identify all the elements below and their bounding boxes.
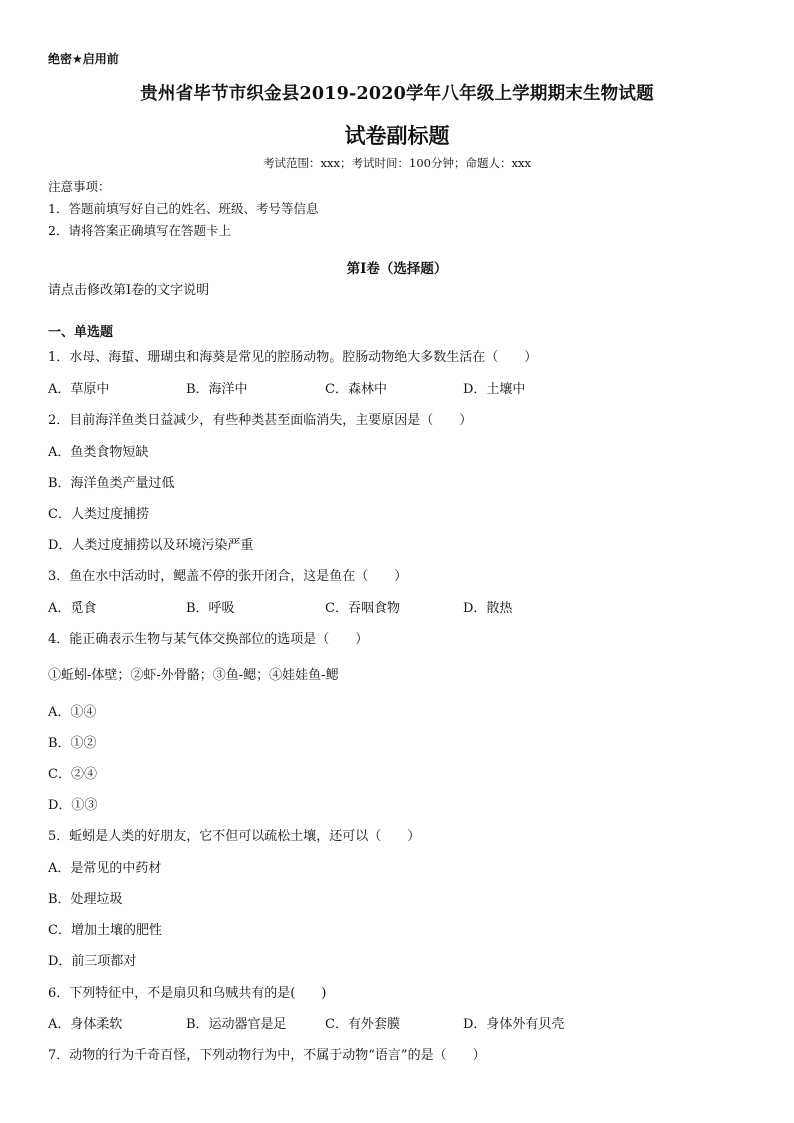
question-stem: 7．动物的行为千奇百怪，下列动物行为中，不属于动物“语言”的是（ ） [48,1048,486,1063]
exam-subtitle: 试卷副标题 [344,123,450,148]
option: B．处理垃圾 [48,892,123,907]
option: A．①④ [48,705,97,720]
option: C．吞咽食物 [325,601,400,616]
question-stem: 4．能正确表示生物与某气体交换部位的选项是（ ） [48,632,369,647]
notes-block [48,176,318,242]
option: C．②④ [48,767,97,782]
option: B．①② [48,736,97,751]
question-stem: 2．目前海洋鱼类日益减少，有些种类甚至面临消失，主要原因是（ ） [48,413,473,428]
option: B．海洋鱼类产量过低 [48,476,175,491]
option: B．呼吸 [186,601,235,616]
option: A．草原中 [48,382,110,397]
option: A．身体柔软 [48,1017,123,1032]
option: D．身体外有贝壳 [463,1017,565,1032]
notes-item: 1．答题前填写好自己的姓名、班级、考号等信息 [48,201,319,216]
question-stem: 1．水母、海蜇、珊瑚虫和海葵是常见的腔肠动物。腔肠动物绝大多数生活在（ ） [48,350,538,365]
question-statement: ①蚯蚓-体壁；②虾-外骨骼；③鱼-鳃；④娃娃鱼-鳃 [48,668,339,683]
exam-title: 贵州省毕节市织金县2019-2020学年八年级上学期期末生物试题 [140,84,654,104]
option: C．增加土壤的肥性 [48,923,162,938]
option: D．土壤中 [463,382,526,397]
question-stem: 3．鱼在水中活动时，鳃盖不停的张开闭合，这是鱼在（ ） [48,569,408,584]
option: A．鱼类食物短缺 [48,445,149,460]
option: D．人类过度捕捞以及环境污染严重 [48,538,254,553]
option: C．森林中 [325,382,387,397]
volume-title: 第I卷（选择题） [346,261,448,277]
question-stem: 6．下列特征中，不是扇贝和乌贼共有的是( ) [48,986,327,1001]
option: C．有外套膜 [325,1017,400,1032]
option: A．是常见的中药材 [48,861,162,876]
notes-item: 2．请将答案正确填写在答题卡上 [48,223,231,238]
exam-info: 考试范围：xxx；考试时间：100分钟；命题人：xxx [263,156,531,170]
option: C．人类过度捕捞 [48,507,149,522]
option: B．海洋中 [186,382,248,397]
option: D．散热 [463,601,513,616]
option: D．前三项都对 [48,954,137,969]
section-title: 一、单选题 [48,325,114,340]
question-stem: 5．蚯蚓是人类的好朋友，它不但可以疏松土壤，还可以（ ） [48,829,421,844]
volume-note: 请点击修改第I卷的文字说明 [48,283,210,298]
option: D．①③ [48,798,98,813]
notes-heading: 注意事项： [48,179,111,194]
option: B．运动器官是足 [186,1017,287,1032]
secret-label: 绝密★启用前 [48,52,119,66]
option: A．觅食 [48,601,97,616]
